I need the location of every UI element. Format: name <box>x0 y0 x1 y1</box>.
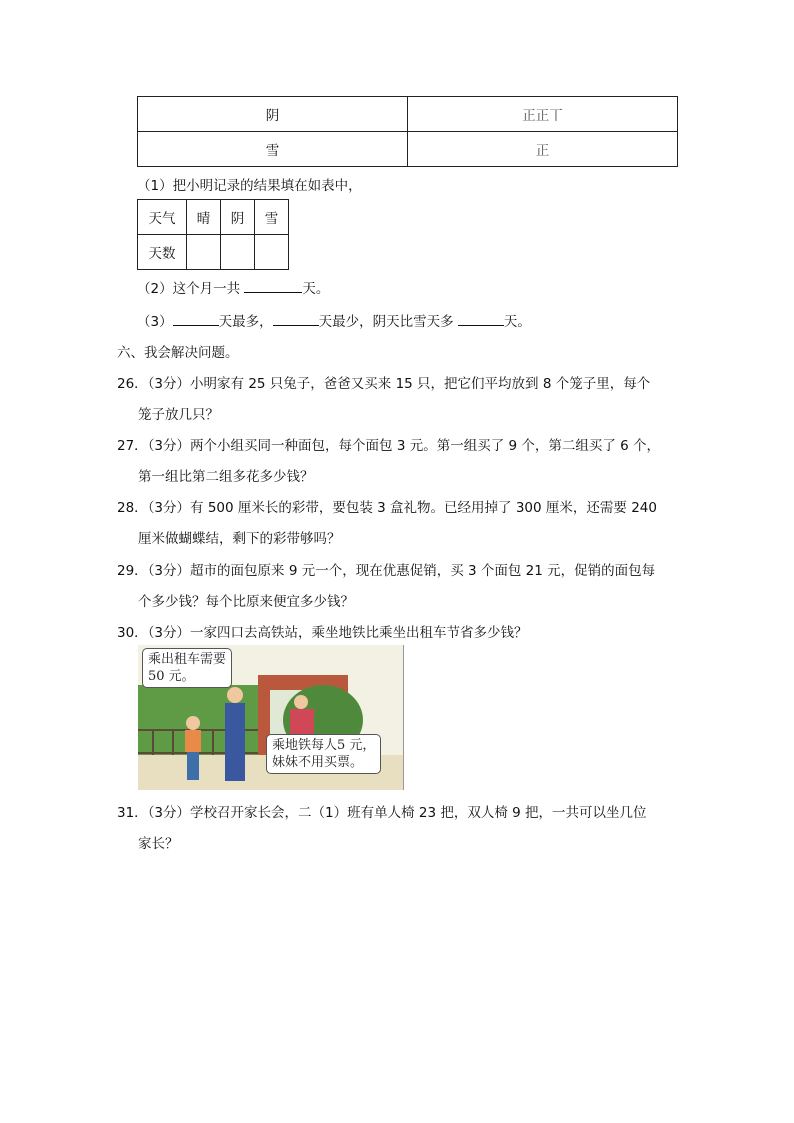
table-row <box>138 200 289 235</box>
weather-cell: 阴 <box>138 97 408 132</box>
question-3 <box>137 310 531 330</box>
question-text: （3分）学校召开家长会，二（1）班有单人椅 23 把，双人椅 9 把，一共可以坐几位 <box>147 805 647 821</box>
bubble-text: 50 元。 <box>148 669 195 684</box>
question-number: 29． <box>117 563 148 579</box>
table-row <box>138 235 289 270</box>
question-1: （1）把小明记录的结果填在如表中， <box>137 178 362 194</box>
table-row <box>138 97 678 132</box>
tally-table <box>137 96 678 167</box>
speech-bubble-subway <box>266 734 381 774</box>
question-text: 厘米做蝴蝶结，剩下的彩带够吗？ <box>138 531 341 547</box>
text: 天最少，阴天比雪天多 <box>318 314 454 330</box>
section-heading: 六、我会解决问题。 <box>117 345 239 361</box>
question-26 <box>117 372 650 392</box>
tally-cell: 正 <box>408 132 678 167</box>
question-30 <box>117 621 528 641</box>
answer-cell[interactable] <box>187 235 221 270</box>
question-number: 28． <box>117 500 148 516</box>
text: （3） <box>137 314 173 330</box>
question-number: 30． <box>117 625 148 641</box>
question-text: （3分）超市的面包原来 9 元一个，现在优惠促销，买 3 个面包 21 元，促销的面包每 <box>147 563 656 579</box>
question-text: 笼子放几只？ <box>138 407 219 423</box>
header-cell: 晴 <box>187 200 221 235</box>
answer-cell[interactable] <box>255 235 289 270</box>
question-text: （3分）小明家有 25 只兔子，爸爸又买来 15 只，把它们平均放到 8 个笼子里，每个 <box>147 376 651 392</box>
header-cell: 阴 <box>221 200 255 235</box>
header-cell: 雪 <box>255 200 289 235</box>
question-2 <box>137 277 329 297</box>
answer-blank[interactable] <box>173 313 219 326</box>
bubble-text: 乘地铁每人5 元， <box>272 738 376 753</box>
row-label: 天数 <box>138 235 187 270</box>
answer-cell[interactable] <box>221 235 255 270</box>
question-text: （3分）两个小组买同一种面包，每个面包 3 元。第一组买了 9 个，第二组买了 6 个， <box>147 438 661 454</box>
text: 天。 <box>302 281 330 297</box>
text: 天。 <box>503 314 531 330</box>
weather-cell: 雪 <box>138 132 408 167</box>
question-number: 26． <box>117 376 148 392</box>
answer-blank[interactable] <box>458 313 504 326</box>
question-text: 个多少钱？每个比原来便宜多少钱？ <box>138 594 354 610</box>
table-row <box>138 132 678 167</box>
question-text: （3分）一家四口去高铁站，乘坐地铁比乘坐出租车节省多少钱？ <box>147 625 528 641</box>
question-29 <box>117 559 655 579</box>
family-illustration <box>138 645 404 790</box>
question-number: 31． <box>117 805 148 821</box>
text: 天最多， <box>218 314 273 330</box>
question-27 <box>117 434 660 454</box>
header-cell: 天气 <box>138 200 187 235</box>
question-text: 第一组比第二组多花多少钱？ <box>138 469 314 485</box>
answer-blank[interactable] <box>244 280 302 293</box>
tally-cell: 正正丅 <box>408 97 678 132</box>
bubble-text: 妹妹不用买票。 <box>272 755 364 770</box>
speech-bubble-taxi <box>142 648 232 688</box>
text: （2）这个月一共 <box>137 281 241 297</box>
fill-table <box>137 199 289 270</box>
question-number: 27． <box>117 438 148 454</box>
bubble-text: 乘出租车需要 <box>148 652 227 667</box>
question-text: 家长？ <box>138 836 179 852</box>
question-31 <box>117 801 647 821</box>
question-text: （3分）有 500 厘米长的彩带，要包装 3 盒礼物。已经用掉了 300 厘米，还需要 240 <box>147 500 657 516</box>
answer-blank[interactable] <box>273 313 319 326</box>
question-28 <box>117 496 657 516</box>
